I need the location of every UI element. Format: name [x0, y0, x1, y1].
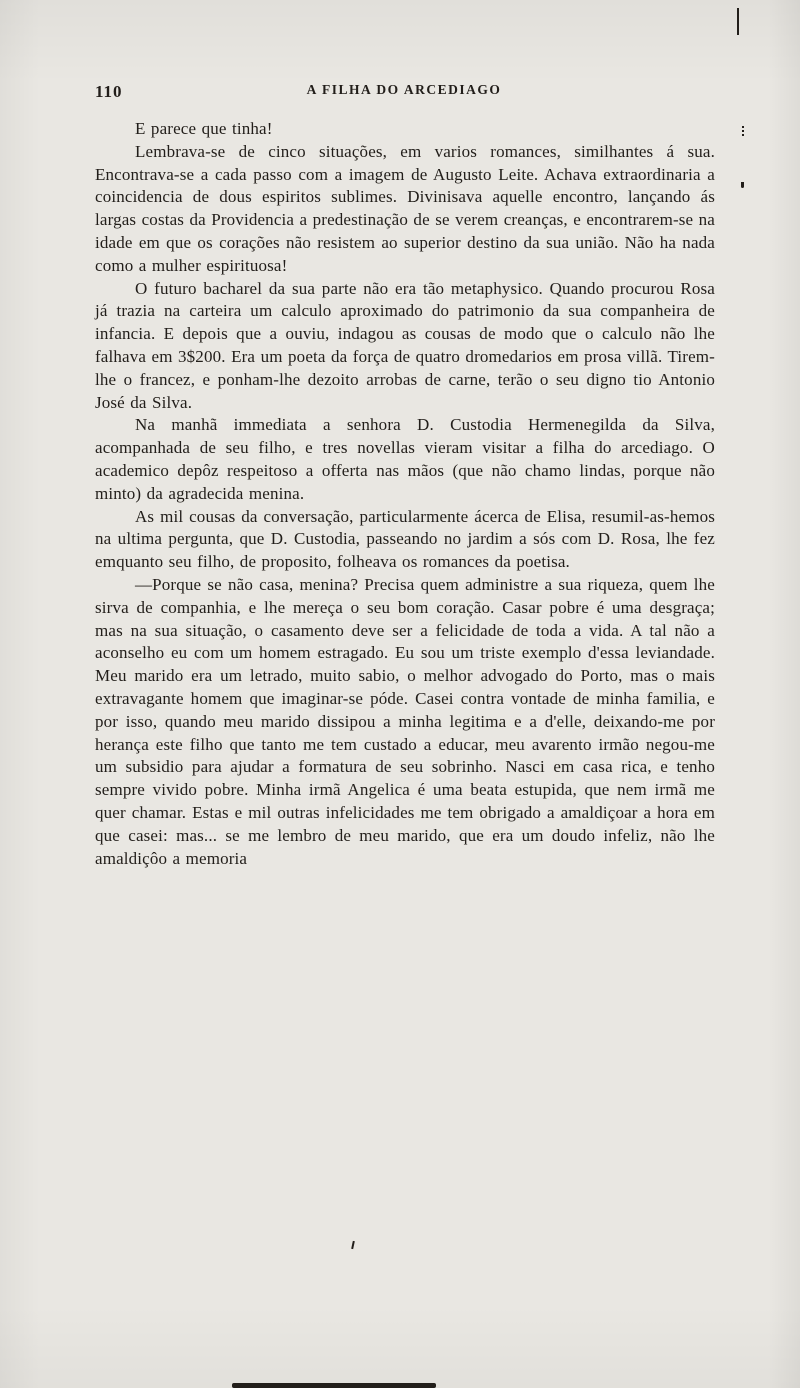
- paragraph: —Porque se não casa, menina? Precisa quem administre a sua riqueza, quem lhe sirva de companhia, e lhe mereça o seu bom coração. Casar pobre é uma desgraça; mas na sua situação, o casamento deve ser a felicidade de toda a vida. A tal não a aconselho eu com um homem estragado. Eu sou um triste exemplo d'essa leviandade. Meu marido era um letrado, muito sabio, o melhor advogado do Porto, mas o mais extravagante homem que imaginar-se póde. Casei contra vontade de minha familia, e por isso, quando meu marido dissipou a minha legitima e a d'elle, deixando-me por herança este filho que tanto me tem custado a educar, meu avarento irmão negou-me um subsidio para ajudar a formatura de seu sobrinho. Nasci em casa rica, e tenho sempre vivido pobre. Minha irmã Angelica é uma beata estupida, que nem irmã me quer chamar. Estas e mil outras infelicidades me tem obrigado a amaldiçoar a hora em que casei: mas... se me lembro de meu marido, que era um doudo infeliz, não lhe amaldiçôo a memoria: [95, 574, 715, 868]
- scan-artifact-comma: [741, 182, 744, 188]
- scan-artifact-mark: [351, 1241, 355, 1249]
- page-header: [95, 82, 713, 102]
- paragraph: As mil cousas da conversação, particularmente ácerca de Elisa, resumil-as-hemos na ultima pergunta, que D. Custodia, passeando no jardim a sós com D. Rosa, lhe fez emquanto seu filho, de proposito, folheava os romances da poetisa.: [95, 506, 715, 572]
- paragraph: Na manhã immediata a senhora D. Custodia Hermenegilda da Silva, acompanhada de seu filho, e tres novellas vieram visitar a filha do arcediago. O academico depôz respeitoso a offerta nas mãos (que não chamo lindas, porque não minto) da agradecida menina.: [95, 415, 715, 503]
- paragraph: E parece que tinha!: [135, 119, 273, 138]
- scan-artifact-tick: [737, 8, 739, 35]
- running-title: A FILHA DO ARCEDIAGO: [306, 82, 502, 97]
- body-text: [95, 118, 715, 870]
- scan-artifact-bar: [232, 1383, 436, 1388]
- paragraph: O futuro bacharel da sua parte não era tão metaphysico. Quando procurou Rosa já trazia na carteira um calculo aproximado do patrimonio da sua companheira de infancia. E depois que a ouviu, indagou as cousas de modo que o calculo não lhe falhava em 3$200. Era um poeta da força de quatro dromedarios em prosa villã. Tirem-lhe o francez, e ponham-lhe dezoito arrobas de carne, terão o seu digno tio Antonio José da Silva.: [95, 278, 715, 412]
- page-number: 110: [95, 82, 123, 101]
- paragraph: Lembrava-se de cinco situações, em varios romances, similhantes á sua. Encontrava-se a cada passo com a imagem de Augusto Leite. Achava extraordinaria a coincidencia de dous espiritos sublimes. Divinisava aquelle encontro, lançando ás largas costas da Providencia a predestinação de se verem creanças, e encontrarem-se na idade em que os corações não resistem ao superior destino da sua união. Não ha nada como a mulher espirituosa!: [95, 141, 715, 275]
- scan-artifact-dots: [742, 126, 746, 136]
